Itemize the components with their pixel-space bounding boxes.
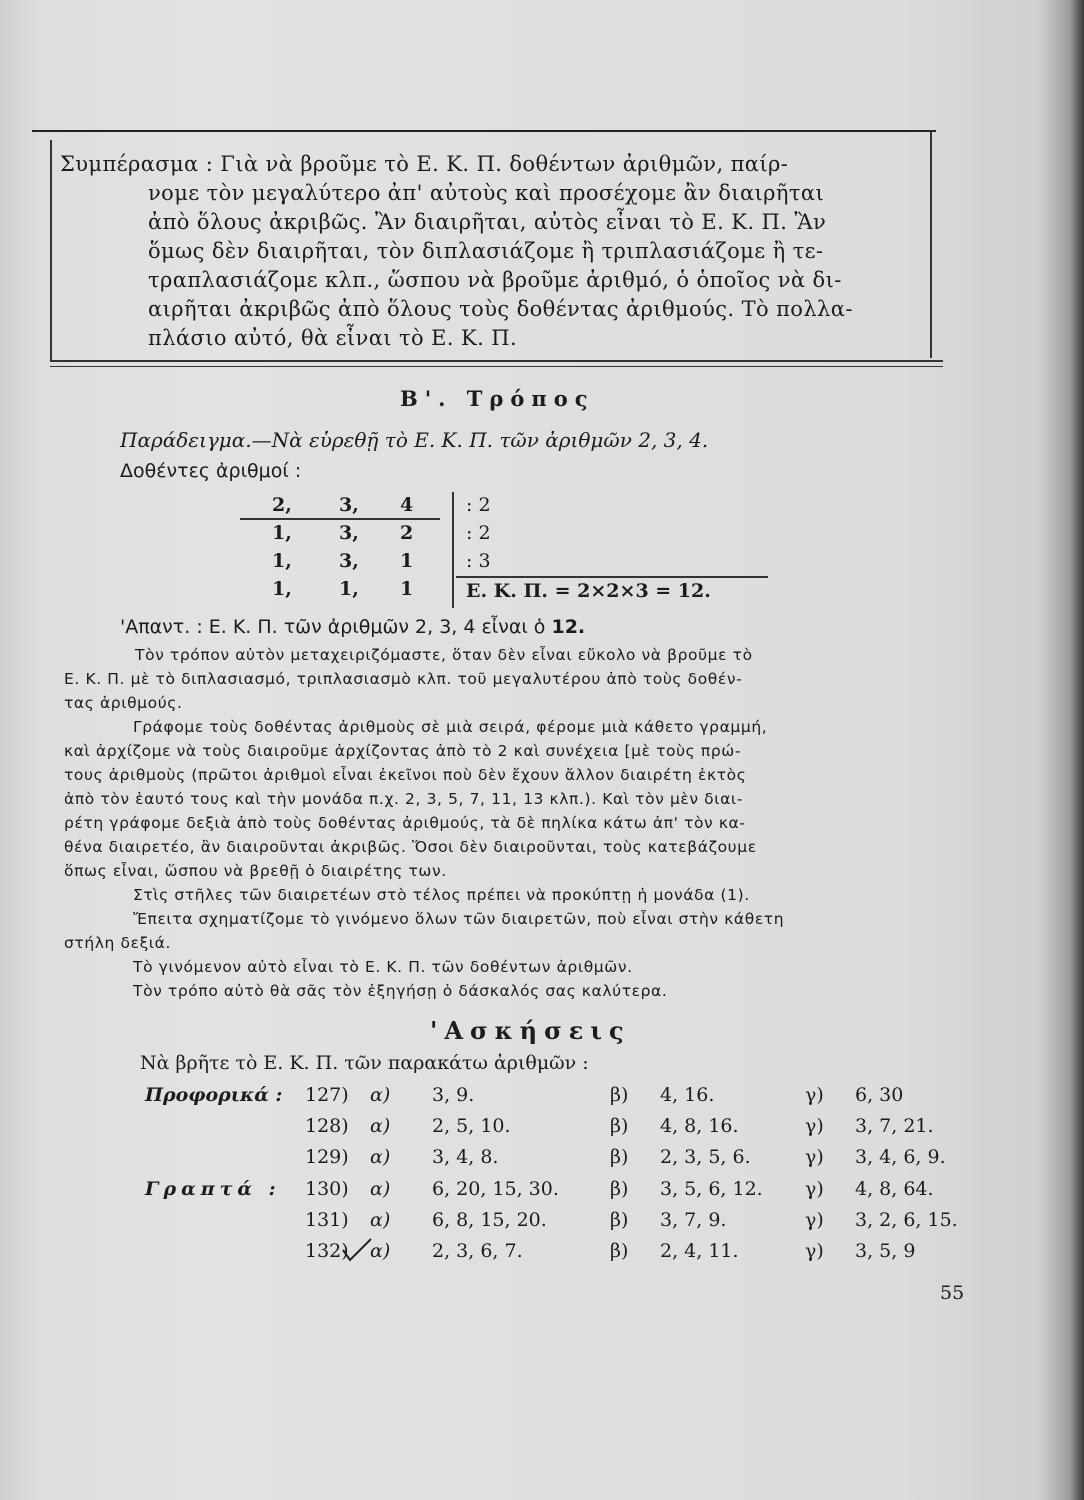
exercise-part-label: γ) (805, 1178, 824, 1200)
exercise-part-label: β) (610, 1178, 629, 1200)
box-border-top (32, 130, 936, 132)
exercise-number: 128) (305, 1115, 349, 1137)
exercise-value: 3, 9. (432, 1084, 475, 1106)
exercise-value: 4, 16. (660, 1084, 715, 1106)
exercise-value: 4, 8, 64. (855, 1178, 934, 1200)
text-line: Γράφομε τοὺς δοθέντας ἀριθμοὺς σὲ μιὰ σειρά, φέρομε μιὰ κάθετο γραμμή, (133, 718, 768, 736)
exercise-part-label: α) (370, 1209, 391, 1231)
box-border-left (50, 140, 52, 360)
exercises-title: 'Ασκήσεις (430, 1016, 631, 1045)
exercise-value: 4, 8, 16. (660, 1115, 739, 1137)
exercise-value: 2, 3, 6, 7. (432, 1240, 523, 1262)
divisor: : 3 (466, 550, 491, 572)
table-cell: 3, (339, 494, 359, 516)
text-line: ἀπὸ τὸν ἑαυτό τους καὶ τὴν μονάδα π.χ. 2, 3, 5, 7, 11, 13 κλπ.). Καὶ τὸν μὲν διαι- (64, 790, 743, 808)
exercise-part-label: α) (370, 1115, 391, 1137)
exercise-part-label: β) (610, 1209, 629, 1231)
answer-value: 12. (551, 616, 586, 638)
table-cell: 1, (272, 550, 292, 572)
exercise-number: 132) (305, 1240, 349, 1262)
conclusion-line: τραπλασιάζομε κλπ., ὥσπου νὰ βροῦμε ἀριθμό, ὁ ὁποῖος νὰ δι- (148, 268, 842, 292)
exercise-part-label: α) (370, 1240, 391, 1262)
text-line: Τὸ γινόμενον αὐτὸ εἶναι τὸ Ε. Κ. Π. τῶν δοθέντων ἀριθμῶν. (133, 958, 633, 976)
page-number: 55 (940, 1282, 965, 1304)
checkmark-icon (340, 1236, 374, 1264)
exercise-part-label: γ) (805, 1115, 824, 1137)
exercises-intro: Νὰ βρῆτε τὸ Ε. Κ. Π. τῶν παρακάτω ἀριθμῶν : (140, 1052, 589, 1074)
exercise-part-label: β) (610, 1146, 629, 1168)
exercise-part-label: α) (370, 1084, 391, 1106)
exercise-value: 6, 20, 15, 30. (432, 1178, 559, 1200)
text-line: Ε. Κ. Π. μὲ τὸ διπλασιασμό, τριπλασιασμὸ κλπ. τοῦ μεγαλυτέρου ἀπὸ τοὺς δοθέν- (64, 670, 743, 688)
table-cell: 1, (272, 522, 292, 544)
text-line: Τὸν τρόπο αὐτὸ θὰ σᾶς τὸν ἐξηγήσῃ ὁ δάσκαλός σας καλύτερα. (133, 982, 668, 1000)
table-cell: 1, (339, 578, 359, 600)
table-rule (240, 518, 440, 520)
exercise-value: 6, 8, 15, 20. (432, 1209, 547, 1231)
given-numbers-label: Δοθέντες ἀριθμοί : (120, 460, 302, 482)
exercise-value: 2, 5, 10. (432, 1115, 511, 1137)
text-line: Στὶς στῆλες τῶν διαιρετέων στὸ τέλος πρέπει νὰ προκύπτῃ ἡ μονάδα (1). (133, 886, 750, 904)
exercise-value: 3, 7, 21. (855, 1115, 934, 1137)
text-line: θένα διαιρετέο, ἂν διαιροῦνται ἀκριβῶς. Ὅσοι δὲν διαιροῦνται, τοὺς κατεβάζουμε (64, 838, 757, 856)
exercise-value: 3, 4, 8. (432, 1146, 499, 1168)
exercise-number: 130) (305, 1178, 349, 1200)
exercise-part-label: γ) (805, 1209, 824, 1231)
text-line: τους ἀριθμοὺς (πρῶτοι ἀριθμοὶ εἶναι ἐκεῖνοι ποὺ δὲν ἔχουν ἄλλον διαιρέτη ἐκτὸς (64, 766, 747, 784)
exercise-part-label: α) (370, 1146, 391, 1168)
table-cell: 3, (339, 522, 359, 544)
table-cell: 1 (400, 550, 414, 572)
written-label: Γραπτά : (145, 1178, 281, 1200)
table-cell: 2, (272, 494, 292, 516)
text-line: ὅπως εἶναι, ὥσπου νὰ βρεθῇ ὁ διαιρέτης των. (64, 862, 447, 880)
text-line: Τὸν τρόπον αὐτὸν μεταχειριζόμαστε, ὅταν δὲν εἶναι εὔκολο νὰ βροῦμε τὸ (135, 646, 753, 664)
exercise-value: 2, 3, 5, 6. (660, 1146, 751, 1168)
text-line: τας ἀριθμούς. (64, 694, 183, 712)
exercise-value: 3, 5, 9 (855, 1240, 916, 1262)
exercise-value: 2, 4, 11. (660, 1240, 739, 1262)
table-cell: 1, (272, 578, 292, 600)
exercise-part-label: α) (370, 1178, 391, 1200)
result-rule (456, 576, 768, 578)
conclusion-line: πλάσιο αὐτό, θὰ εἶναι τὸ Ε. Κ. Π. (148, 326, 518, 350)
table-divider (452, 492, 454, 608)
table-cell: 2 (400, 522, 414, 544)
exercise-number: 129) (305, 1146, 349, 1168)
exercise-part-label: γ) (805, 1084, 824, 1106)
table-cell: 4 (400, 494, 414, 516)
conclusion-line: Συμπέρασμα : Γιὰ νὰ βροῦμε τὸ Ε. Κ. Π. δοθέντων ἀριθμῶν, παίρ- (60, 152, 789, 176)
divisor: : 2 (466, 494, 491, 516)
exercise-value: 3, 2, 6, 15. (855, 1209, 958, 1231)
text-line: ρέτη γράφομε δεξιὰ ἀπὸ τοὺς δοθέντας ἀριθμούς, τὰ δὲ πηλίκα κάτω ἀπ' τὸν κα- (64, 814, 746, 832)
conclusion-line: ἀπὸ ὅλους ἀκριβῶς. Ἂν διαιρῆται, αὐτὸς εἶναι τὸ Ε. Κ. Π. Ἂν (148, 210, 827, 234)
answer-line (120, 616, 585, 638)
table-cell: 1 (400, 578, 414, 600)
text-line: καὶ ἀρχίζομε νὰ τοὺς διαιροῦμε ἀρχίζοντας ἀπὸ τὸ 2 καὶ συνέχεια [μὲ τοὺς πρώ- (64, 742, 742, 760)
exercise-part-label: β) (610, 1115, 629, 1137)
lcm-result: Ε. Κ. Π. = 2×2×3 = 12. (466, 580, 711, 602)
conclusion-line: αιρῆται ἀκριβῶς ἀπὸ ὅλους τοὺς δοθέντας ἀριθμούς. Τὸ πολλα- (148, 297, 853, 321)
exercise-value: 3, 5, 6, 12. (660, 1178, 763, 1200)
exercise-part-label: β) (610, 1240, 629, 1262)
exercise-part-label: β) (610, 1084, 629, 1106)
example-heading: Παράδειγμα.—Νὰ εὑρεθῇ τὸ Ε. Κ. Π. τῶν ἀριθμῶν 2, 3, 4. (120, 428, 709, 452)
box-border-right (930, 130, 932, 358)
oral-label: Προφορικά : (145, 1084, 283, 1106)
exercise-number: 131) (305, 1209, 349, 1231)
divisor: : 2 (466, 522, 491, 544)
exercise-value: 3, 7, 9. (660, 1209, 727, 1231)
table-cell: 3, (339, 550, 359, 572)
method-title: Β'. Τρόπος (400, 386, 595, 411)
conclusion-line: νομε τὸν μεγαλύτερο ἀπ' αὐτοὺς καὶ προσέχομε ἂν διαιρῆται (148, 181, 825, 205)
box-border-bottom (50, 360, 943, 367)
exercise-part-label: γ) (805, 1146, 824, 1168)
answer-text: 'Απαντ. : Ε. Κ. Π. τῶν ἀριθμῶν 2, 3, 4 εἶναι ὁ (120, 616, 552, 638)
exercise-value: 6, 30 (855, 1084, 904, 1106)
exercise-part-label: γ) (805, 1240, 824, 1262)
exercise-value: 3, 4, 6, 9. (855, 1146, 946, 1168)
exercise-number: 127) (305, 1084, 349, 1106)
text-line: στήλη δεξιά. (64, 934, 171, 952)
conclusion-line: ὅμως δὲν διαιρῆται, τὸν διπλασιάζομε ἢ τριπλασιάζομε ἢ τε- (148, 239, 824, 263)
text-line: Ἔπειτα σχηματίζομε τὸ γινόμενο ὅλων τῶν διαιρετῶν, ποὺ εἶναι στὴν κάθετη (133, 910, 785, 928)
